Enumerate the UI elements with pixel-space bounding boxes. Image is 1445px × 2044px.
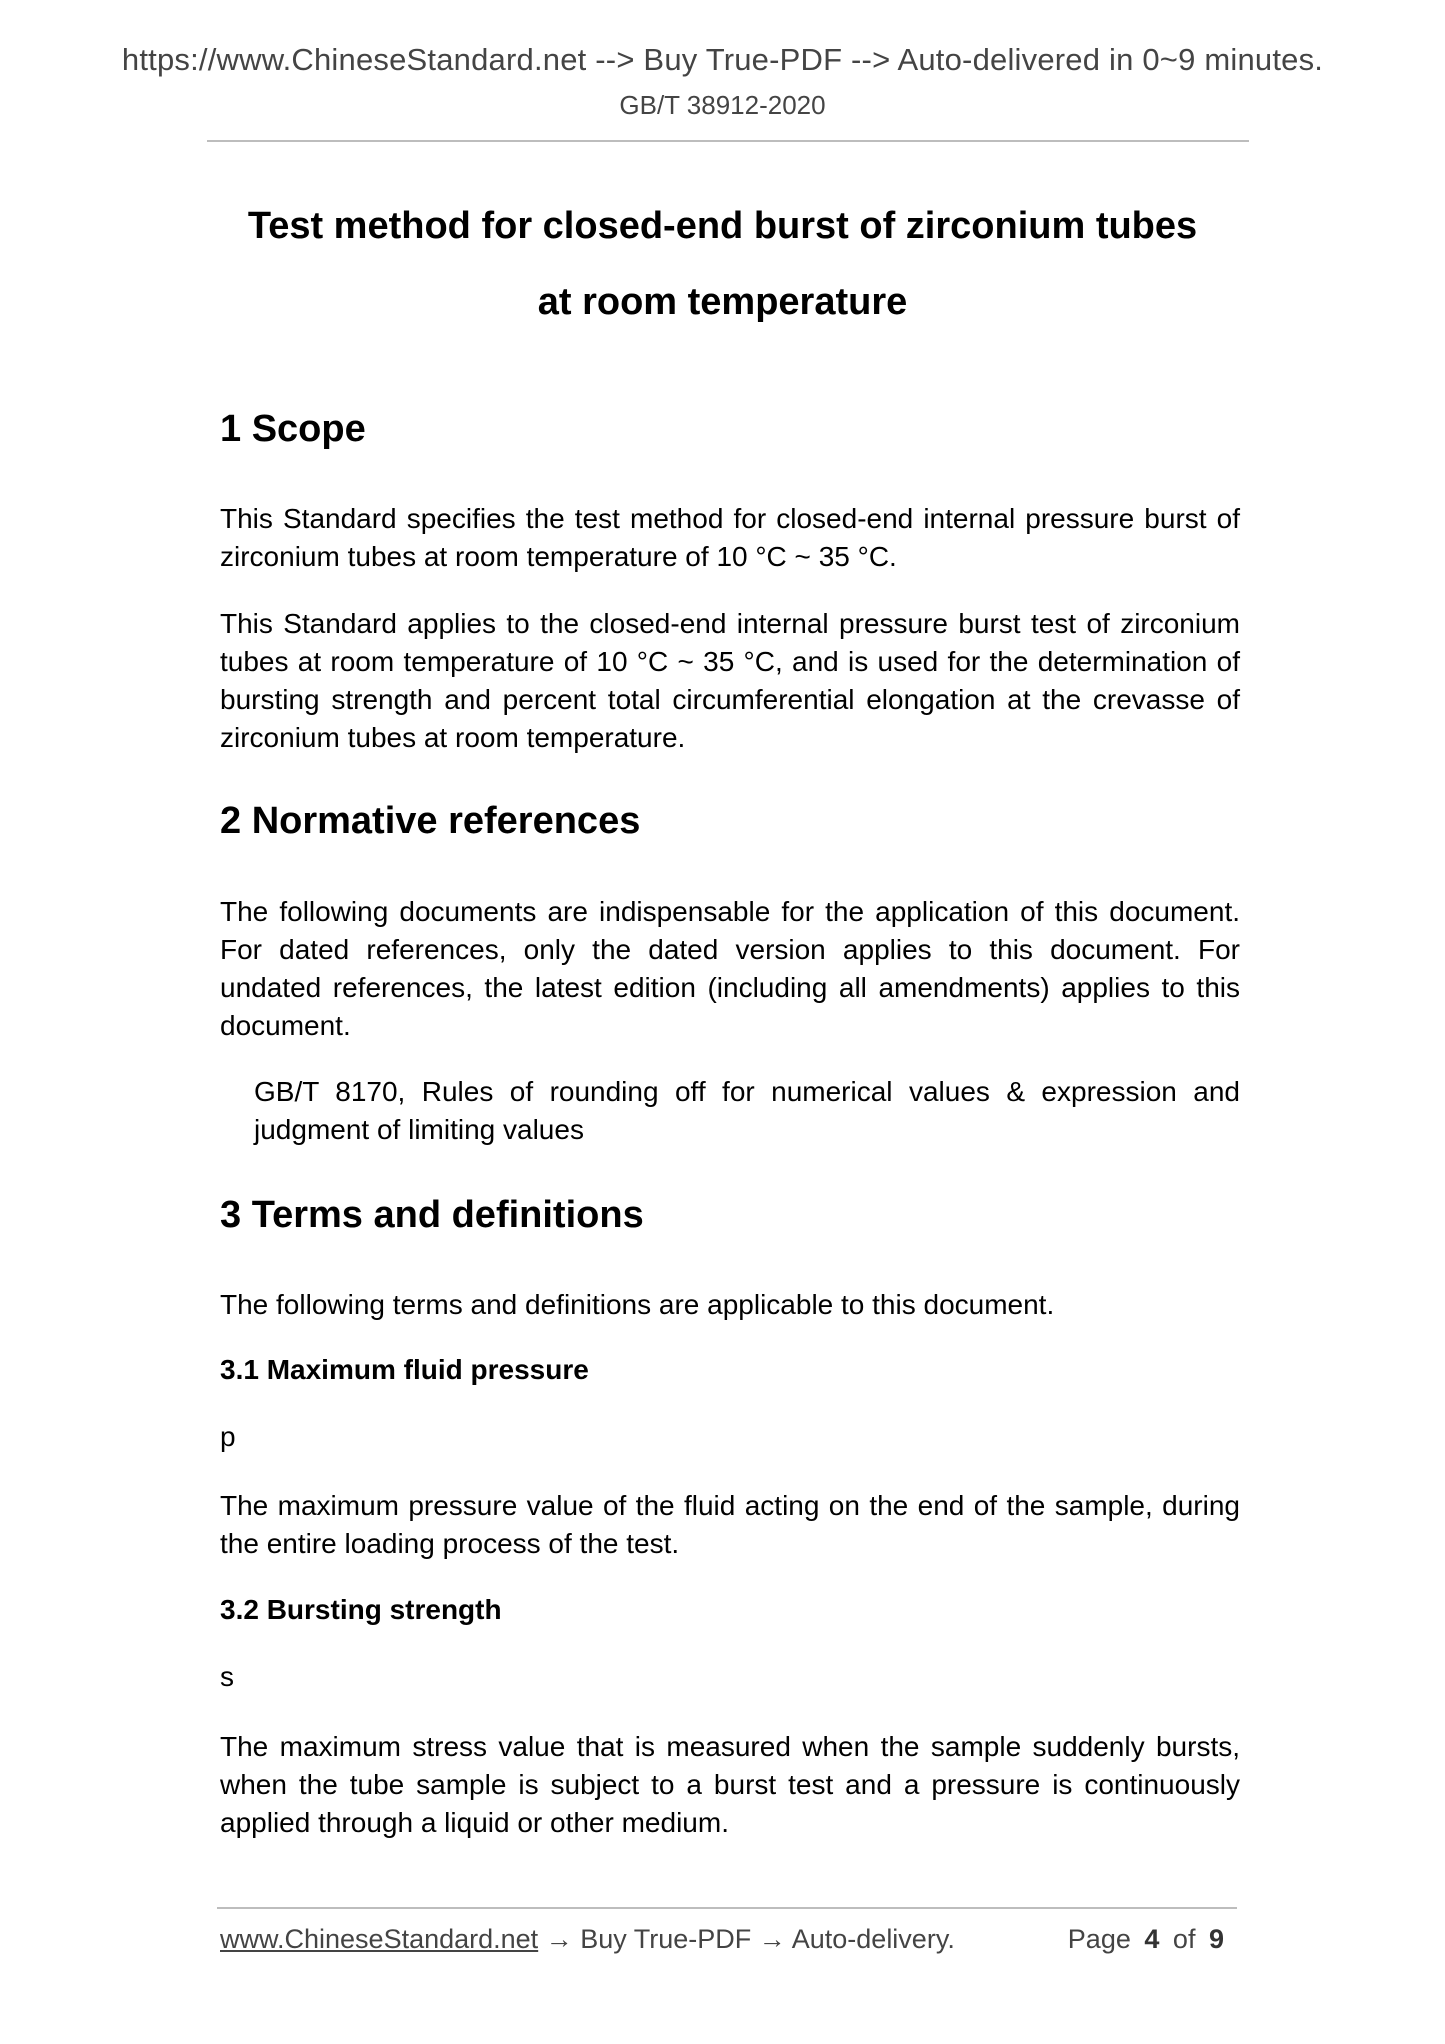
term-symbol: s <box>220 1661 234 1692</box>
footer-delivery-text: → Buy True-PDF → Auto-delivery. <box>538 1924 955 1954</box>
source-banner: https://www.ChineseStandard.net --> Buy True-PDF --> Auto-delivered in 0~9 minutes. <box>121 42 1324 77</box>
term-heading-bursting-strength: 3.2 Bursting strength <box>220 1594 502 1625</box>
term-heading-maximum-fluid-pressure: 3.1 Maximum fluid pressure <box>220 1354 589 1385</box>
title-line-2: at room temperature <box>537 281 908 323</box>
scope-paragraph-1 <box>220 500 1240 576</box>
section-heading-scope: 1 Scope <box>220 408 366 450</box>
term-definition <box>220 1487 1240 1563</box>
scope-paragraph-2 <box>220 605 1240 757</box>
section-heading-normative-references: 2 Normative references <box>220 800 641 842</box>
paragraph-text: This Standard specifies the test method for closed-end internal pressure burst of zirconium tubes at room temperature of 10 °C ~ 35 °C. <box>220 503 1240 572</box>
normative-references-paragraph <box>220 893 1240 1045</box>
paragraph-text: This Standard applies to the closed-end internal pressure burst test of zirconium tubes at room temperature of 10 °C ~ 35 °C, and is used for the determination of bursting strength and percent total circumferential elongation at the crevasse of zirconium tubes at room temperature. <box>220 608 1240 753</box>
paragraph-text: The maximum pressure value of the fluid acting on the end of the sample, during the entire loading process of the test. <box>220 1490 1240 1559</box>
footer-website-link[interactable]: www.ChineseStandard.net <box>220 1924 539 1954</box>
term-definition <box>220 1728 1240 1842</box>
footer-divider <box>217 1907 1237 1909</box>
reference-item: GB/T 8170, Rules of rounding off for numerical values & expression and judgment of limiting values <box>254 1076 1240 1145</box>
footer-delivery-note <box>220 1924 955 1955</box>
current-page-number: 4 <box>1144 1924 1160 1954</box>
document-title <box>0 188 1445 340</box>
title-line-1: Test method for closed-end burst of zirconium tubes <box>247 205 1198 247</box>
terms-intro-paragraph <box>220 1286 1240 1324</box>
section-heading-terms: 3 Terms and definitions <box>220 1194 644 1236</box>
standard-code: GB/T 38912-2020 <box>619 90 826 120</box>
paragraph-text: The following documents are indispensable for the application of this document. For dated references, only the dated version applies to this document. For undated references, the latest edition (including all amendments) applies to this document. <box>220 896 1240 1041</box>
page-indicator <box>1068 1924 1230 1955</box>
term-symbol: p <box>220 1421 236 1452</box>
paragraph-text: The maximum stress value that is measured when the sample suddenly bursts, when the tube sample is subject to a burst test and a pressure is continuously applied through a liquid or other medium. <box>220 1731 1240 1838</box>
page-label: Page <box>1067 1924 1131 1954</box>
paragraph-text: The following terms and definitions are applicable to this document. <box>220 1289 1055 1320</box>
of-label: of <box>1172 1924 1196 1954</box>
total-page-count: 9 <box>1208 1924 1224 1954</box>
header-divider <box>207 140 1249 142</box>
